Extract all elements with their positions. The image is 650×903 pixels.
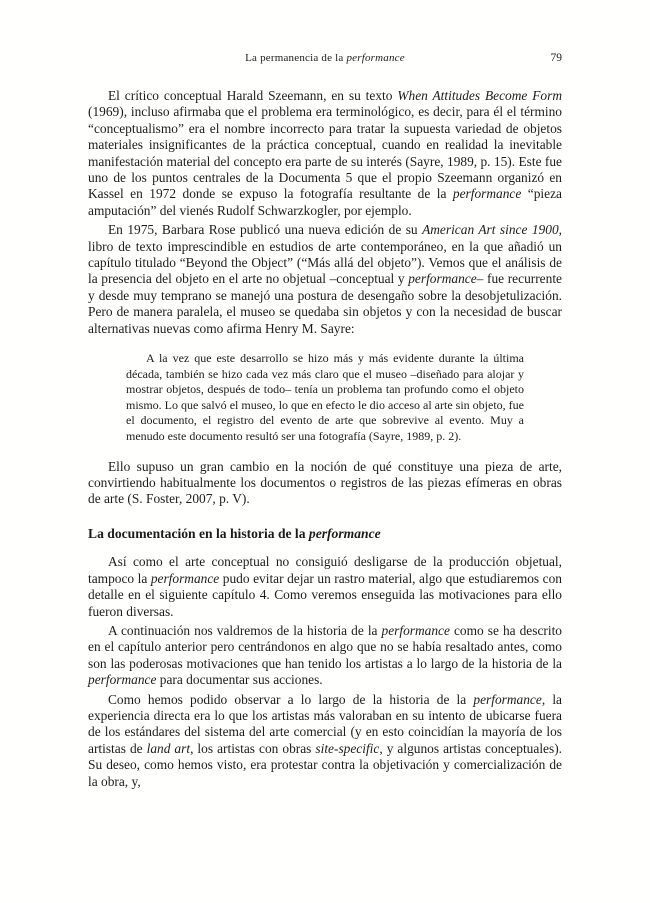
paragraph: El crítico conceptual Harald Szeemann, en su texto When Attitudes Become Form (1969), incluso afirmaba que el problema era terminológico, es decir, para él el término “conceptualismo” era el nombre incorrecto para tratar la supuesta variedad de objetos materiales insignificantes de la práctica conceptual, cuando en realidad la inevitable manifestación material del concepto era parte de su interés (Sayre, 1989, p. 15). Este fue uno de los puntos centrales de la Documenta 5 que el propio Szeemann organizó en Kassel en 1972 donde se expuso la fotografía resultante de la performance “pieza amputación” del vienés Rudolf Schwarzkogler, por ejemplo. [88, 88, 562, 218]
paragraph: Ello supuso un gran cambio en la noción de qué constituye una pieza de arte, convirtiendo habitualmente los documentos o registros de las piezas efímeras en obras de arte (S. Foster, 2007, p. V). [88, 458, 562, 507]
paragraph: Como hemos podido observar a lo largo de la historia de la performance, la experiencia directa era lo que los artistas más valoraban en su intento de ubicarse fuera de los estándares del sistema del arte comercial (y en esto coincidían la mayoría de los artistas de land art, los artistas con obras site-specific, y algunos artistas conceptuales). Su deseo, como hemos visto, era protestar contra la objetivación y comercialización de la obra, y, [88, 691, 563, 789]
paragraph: Así como el arte conceptual no consiguió desligarse de la producción objetual, tampoco la performance pudo evitar dejar un rastro material, algo que estudiaremos con detalle en el siguiente capítulo 4. Como veremos enseguida las motivaciones para ello fueron diversas. [88, 554, 562, 619]
running-header-title: La permanencia de la performance [245, 52, 405, 64]
paragraph: En 1975, Barbara Rose publicó una nueva edición de su American Art since 1900, libro de texto imprescindible en estudios de arte contemporáneo, en la que añadió un capítulo titulado “Beyond the Object” (“Más allá del objeto”). Vemos que el análisis de la presencia del objeto en el arte no objetual –conceptual y performance– fue recurrente y desde muy temprano se manejó una postura de desengaño sobre la desobjetulización. Pero de manera paralela, el museo se quedaba sin objetos y con la necesidad de buscar alternativas nuevas como afirma Henry M. Sayre: [88, 222, 563, 336]
page-number: 79 [550, 52, 562, 64]
paragraph: A continuación nos valdremos de la historia de la performance como se ha descrito en el capítulo anterior pero centrándonos en algo que no se había resaltado antes, como son las poderosas motivaciones que han tenido los artistas a lo largo de la historia de la performance para documentar sus acciones. [88, 622, 563, 688]
running-header [88, 52, 562, 64]
section-heading: La documentación en la historia de la performance [88, 525, 381, 541]
blockquote: A la vez que este desarrollo se hizo más y más evidente durante la última década, también se hizo cada vez más claro que el museo –diseñado para alojar y mostrar objetos, después de todo– tenía un problema tan profundo como el objeto mismo. Lo que salvó el museo, lo que en efecto le dio acceso al arte sin objeto, fue el documento, el registro del evento de arte que sobrevive al evento. Muy a menudo este documento resultó ser una fotografía (Sayre, 1989, p. 2). [126, 351, 524, 444]
page-body [88, 88, 562, 790]
